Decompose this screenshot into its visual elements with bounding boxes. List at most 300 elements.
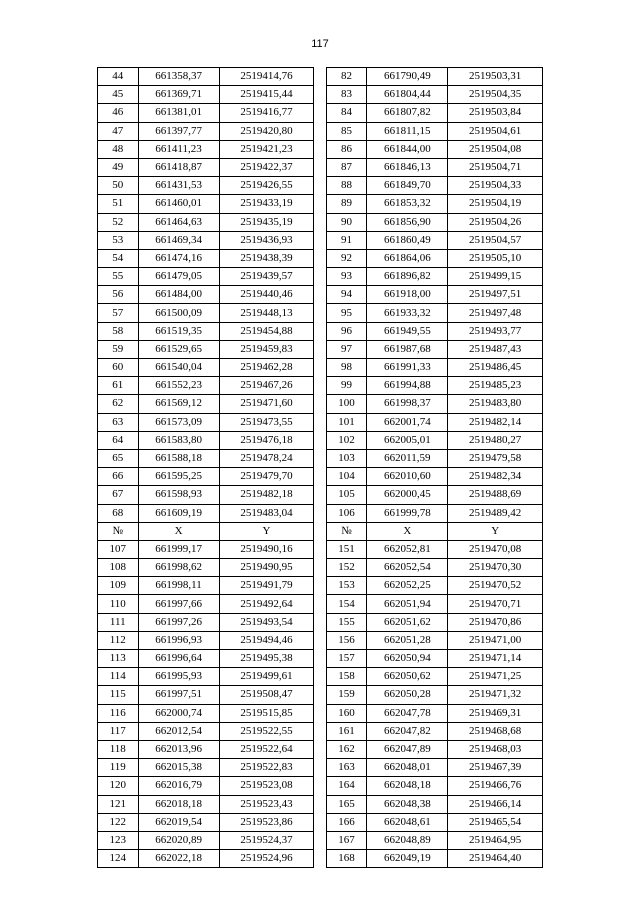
table-cell: 661998,62: [138, 559, 219, 577]
table-cell: 93: [326, 268, 367, 286]
table-cell: 2519476,18: [219, 431, 314, 449]
table-cell: 2519499,61: [219, 668, 314, 686]
column-gap: [314, 122, 326, 140]
table-cell: 661595,25: [138, 468, 219, 486]
table-cell: 2519523,08: [219, 777, 314, 795]
table-cell: 161: [326, 722, 367, 740]
table-cell: 2519479,70: [219, 468, 314, 486]
table-cell: 2519471,60: [219, 395, 314, 413]
table-cell: 661997,51: [138, 686, 219, 704]
table-cell: 83: [326, 86, 367, 104]
table-row: [98, 777, 543, 795]
table-cell: 116: [98, 704, 139, 722]
table-row: [98, 631, 543, 649]
table-cell: 661844,00: [367, 140, 448, 158]
table-cell: 2519522,64: [219, 740, 314, 758]
table-cell: 662010,60: [367, 468, 448, 486]
table-cell: 2519426,55: [219, 177, 314, 195]
table-cell: 661995,93: [138, 668, 219, 686]
table-cell: 56: [98, 286, 139, 304]
table-cell: 2519416,77: [219, 104, 314, 122]
column-gap: [314, 650, 326, 668]
table-cell: 104: [326, 468, 367, 486]
table-cell: 661790,49: [367, 68, 448, 86]
table-cell: 121: [98, 795, 139, 813]
table-cell: 2519505,10: [448, 249, 543, 267]
table-cell: 662047,78: [367, 704, 448, 722]
table-cell: 661996,64: [138, 650, 219, 668]
table-row: [98, 86, 543, 104]
table-cell: 2519494,46: [219, 631, 314, 649]
table-cell: 123: [98, 831, 139, 849]
table-row: [98, 831, 543, 849]
table-cell: 2519440,46: [219, 286, 314, 304]
table-row: [98, 522, 543, 540]
table-cell: Y: [219, 522, 314, 540]
table-row: [98, 686, 543, 704]
table-cell: 120: [98, 777, 139, 795]
table-cell: 2519433,19: [219, 195, 314, 213]
table-cell: 157: [326, 650, 367, 668]
column-gap: [314, 286, 326, 304]
table-cell: 44: [98, 68, 139, 86]
column-gap: [314, 377, 326, 395]
table-cell: 102: [326, 431, 367, 449]
column-gap: [314, 449, 326, 467]
table-cell: 103: [326, 449, 367, 467]
table-cell: 662052,25: [367, 577, 448, 595]
table-cell: 2519479,58: [448, 449, 543, 467]
table-cell: 99: [326, 377, 367, 395]
table-cell: 661918,00: [367, 286, 448, 304]
table-cell: 661853,32: [367, 195, 448, 213]
table-cell: 662050,28: [367, 686, 448, 704]
column-gap: [314, 468, 326, 486]
column-gap: [314, 668, 326, 686]
table-cell: 52: [98, 213, 139, 231]
table-cell: 101: [326, 413, 367, 431]
table-cell: 662016,79: [138, 777, 219, 795]
table-cell: 661583,80: [138, 431, 219, 449]
table-cell: 114: [98, 668, 139, 686]
column-gap: [314, 359, 326, 377]
table-cell: 91: [326, 231, 367, 249]
table-cell: 2519482,14: [448, 413, 543, 431]
column-gap: [314, 504, 326, 522]
table-cell: 45: [98, 86, 139, 104]
table-cell: 661856,90: [367, 213, 448, 231]
table-cell: 661999,78: [367, 504, 448, 522]
table-cell: 662005,01: [367, 431, 448, 449]
table-cell: 662047,82: [367, 722, 448, 740]
table-cell: 661998,11: [138, 577, 219, 595]
table-cell: 2519499,15: [448, 268, 543, 286]
table-cell: 86: [326, 140, 367, 158]
table-cell: 58: [98, 322, 139, 340]
table-row: [98, 268, 543, 286]
table-cell: 2519504,19: [448, 195, 543, 213]
table-row: [98, 359, 543, 377]
table-row: [98, 322, 543, 340]
table-row: [98, 722, 543, 740]
table-cell: 661994,88: [367, 377, 448, 395]
table-cell: 661998,37: [367, 395, 448, 413]
column-gap: [314, 540, 326, 558]
table-cell: 662050,62: [367, 668, 448, 686]
table-cell: 106: [326, 504, 367, 522]
table-cell: 662052,54: [367, 559, 448, 577]
table-cell: 662015,38: [138, 759, 219, 777]
table-cell: 2519421,23: [219, 140, 314, 158]
table-cell: 661460,01: [138, 195, 219, 213]
table-cell: 160: [326, 704, 367, 722]
table-cell: 60: [98, 359, 139, 377]
table-cell: 661358,37: [138, 68, 219, 86]
table-row: [98, 504, 543, 522]
table-cell: 661411,23: [138, 140, 219, 158]
table-cell: №: [326, 522, 367, 540]
table-cell: 155: [326, 613, 367, 631]
table-cell: 89: [326, 195, 367, 213]
table-cell: 661552,23: [138, 377, 219, 395]
table-cell: 55: [98, 268, 139, 286]
table-cell: 661987,68: [367, 340, 448, 358]
column-gap: [314, 322, 326, 340]
table-cell: 2519490,16: [219, 540, 314, 558]
table-cell: 109: [98, 577, 139, 595]
table-cell: 661484,00: [138, 286, 219, 304]
table-cell: X: [138, 522, 219, 540]
table-cell: 2519480,27: [448, 431, 543, 449]
table-cell: 2519523,43: [219, 795, 314, 813]
table-cell: 154: [326, 595, 367, 613]
table-row: [98, 413, 543, 431]
table-cell: 2519483,04: [219, 504, 314, 522]
table-cell: 2519523,86: [219, 813, 314, 831]
table-cell: 2519471,00: [448, 631, 543, 649]
table-cell: 2519470,08: [448, 540, 543, 558]
table-cell: 151: [326, 540, 367, 558]
table-cell: 2519492,64: [219, 595, 314, 613]
column-gap: [314, 559, 326, 577]
table-cell: 2519468,68: [448, 722, 543, 740]
table-cell: 2519422,37: [219, 158, 314, 176]
table-row: [98, 540, 543, 558]
table-cell: 2519439,57: [219, 268, 314, 286]
column-gap: [314, 795, 326, 813]
table-cell: 57: [98, 304, 139, 322]
table-cell: 2519504,61: [448, 122, 543, 140]
table-row: [98, 249, 543, 267]
table-cell: 662051,62: [367, 613, 448, 631]
table-cell: 2519522,83: [219, 759, 314, 777]
table-cell: 661529,65: [138, 340, 219, 358]
table-cell: 107: [98, 540, 139, 558]
table-cell: 65: [98, 449, 139, 467]
table-cell: 165: [326, 795, 367, 813]
table-cell: 662022,18: [138, 850, 219, 868]
table-cell: 661598,93: [138, 486, 219, 504]
table-cell: 2519459,83: [219, 340, 314, 358]
table-cell: 117: [98, 722, 139, 740]
table-cell: 2519508,47: [219, 686, 314, 704]
table-cell: 2519470,52: [448, 577, 543, 595]
table-cell: 2519495,38: [219, 650, 314, 668]
table-cell: 662020,89: [138, 831, 219, 849]
table-row: [98, 595, 543, 613]
table-cell: 661804,44: [367, 86, 448, 104]
table-cell: 84: [326, 104, 367, 122]
table-cell: 661991,33: [367, 359, 448, 377]
table-cell: 661846,13: [367, 158, 448, 176]
table-cell: 162: [326, 740, 367, 758]
table-cell: 661479,05: [138, 268, 219, 286]
column-gap: [314, 486, 326, 504]
table-cell: 661949,55: [367, 322, 448, 340]
column-gap: [314, 231, 326, 249]
table-row: [98, 377, 543, 395]
table-cell: 661519,35: [138, 322, 219, 340]
table-row: [98, 559, 543, 577]
table-cell: 662011,59: [367, 449, 448, 467]
table-cell: 2519490,95: [219, 559, 314, 577]
column-gap: [314, 249, 326, 267]
column-gap: [314, 704, 326, 722]
table-cell: 2519471,32: [448, 686, 543, 704]
table-row: [98, 104, 543, 122]
column-gap: [314, 831, 326, 849]
table-cell: 2519438,39: [219, 249, 314, 267]
table-cell: 2519483,80: [448, 395, 543, 413]
table-row: [98, 304, 543, 322]
table-row: [98, 449, 543, 467]
table-cell: 2519489,42: [448, 504, 543, 522]
table-cell: 2519469,31: [448, 704, 543, 722]
table-cell: 119: [98, 759, 139, 777]
table-row: [98, 213, 543, 231]
column-gap: [314, 140, 326, 158]
table-cell: 54: [98, 249, 139, 267]
table-cell: 67: [98, 486, 139, 504]
table-cell: 662048,01: [367, 759, 448, 777]
table-cell: 158: [326, 668, 367, 686]
table-row: [98, 795, 543, 813]
table-row: [98, 231, 543, 249]
table-cell: 2519488,69: [448, 486, 543, 504]
table-cell: 2519464,95: [448, 831, 543, 849]
table-cell: 2519466,76: [448, 777, 543, 795]
table-cell: 166: [326, 813, 367, 831]
table-cell: 662013,96: [138, 740, 219, 758]
table-cell: 661864,06: [367, 249, 448, 267]
table-cell: 111: [98, 613, 139, 631]
table-cell: 105: [326, 486, 367, 504]
table-cell: 92: [326, 249, 367, 267]
table-cell: 661997,66: [138, 595, 219, 613]
table-cell: 2519467,26: [219, 377, 314, 395]
table-cell: 168: [326, 850, 367, 868]
table-cell: 2519503,31: [448, 68, 543, 86]
column-gap: [314, 177, 326, 195]
table-cell: 2519504,71: [448, 158, 543, 176]
column-gap: [314, 759, 326, 777]
table-cell: 662018,18: [138, 795, 219, 813]
column-gap: [314, 850, 326, 868]
table-cell: 110: [98, 595, 139, 613]
table-cell: 662048,18: [367, 777, 448, 795]
table-cell: 2519470,71: [448, 595, 543, 613]
table-cell: 61: [98, 377, 139, 395]
table-cell: 82: [326, 68, 367, 86]
table-cell: 153: [326, 577, 367, 595]
table-cell: 85: [326, 122, 367, 140]
table-cell: 662048,89: [367, 831, 448, 849]
table-cell: 112: [98, 631, 139, 649]
table-cell: 2519504,26: [448, 213, 543, 231]
table-cell: 661999,17: [138, 540, 219, 558]
table-cell: 662048,61: [367, 813, 448, 831]
table-cell: 661588,18: [138, 449, 219, 467]
table-cell: 90: [326, 213, 367, 231]
table-cell: 2519471,14: [448, 650, 543, 668]
table-row: [98, 668, 543, 686]
table-cell: 124: [98, 850, 139, 868]
table-cell: 662047,89: [367, 740, 448, 758]
column-gap: [314, 86, 326, 104]
column-gap: [314, 413, 326, 431]
table-cell: 51: [98, 195, 139, 213]
table-cell: 66: [98, 468, 139, 486]
table-cell: 2519473,55: [219, 413, 314, 431]
table-cell: 662049,19: [367, 850, 448, 868]
column-gap: [314, 158, 326, 176]
table-cell: 115: [98, 686, 139, 704]
table-cell: 661997,26: [138, 613, 219, 631]
column-gap: [314, 631, 326, 649]
column-gap: [314, 813, 326, 831]
column-gap: [314, 777, 326, 795]
table-cell: 2519464,40: [448, 850, 543, 868]
table-cell: 2519504,33: [448, 177, 543, 195]
table-row: [98, 340, 543, 358]
table-cell: 2519504,57: [448, 231, 543, 249]
table-cell: 48: [98, 140, 139, 158]
table-cell: 50: [98, 177, 139, 195]
table-cell: 662052,81: [367, 540, 448, 558]
column-gap: [314, 195, 326, 213]
table-cell: 661849,70: [367, 177, 448, 195]
table-cell: 662012,54: [138, 722, 219, 740]
table-cell: 661381,01: [138, 104, 219, 122]
table-cell: 156: [326, 631, 367, 649]
table-cell: 62: [98, 395, 139, 413]
table-cell: 661369,71: [138, 86, 219, 104]
table-cell: 88: [326, 177, 367, 195]
table-cell: 661896,82: [367, 268, 448, 286]
table-cell: 2519448,13: [219, 304, 314, 322]
table-cell: 661569,12: [138, 395, 219, 413]
table-cell: 2519465,54: [448, 813, 543, 831]
table-row: [98, 704, 543, 722]
column-gap: [314, 304, 326, 322]
table-cell: 2519486,45: [448, 359, 543, 377]
table-cell: 661431,53: [138, 177, 219, 195]
column-gap: [314, 577, 326, 595]
table-cell: 2519493,77: [448, 322, 543, 340]
table-cell: 118: [98, 740, 139, 758]
table-cell: 96: [326, 322, 367, 340]
table-cell: 94: [326, 286, 367, 304]
table-row: [98, 740, 543, 758]
table-cell: 2519497,48: [448, 304, 543, 322]
table-cell: №: [98, 522, 139, 540]
column-gap: [314, 268, 326, 286]
column-gap: [314, 213, 326, 231]
table-row: [98, 577, 543, 595]
table-row: [98, 813, 543, 831]
table-cell: 2519471,25: [448, 668, 543, 686]
table-cell: 662000,74: [138, 704, 219, 722]
table-cell: 2519415,44: [219, 86, 314, 104]
table-cell: 2519478,24: [219, 449, 314, 467]
table-cell: 661933,32: [367, 304, 448, 322]
table-row: [98, 195, 543, 213]
table-cell: 59: [98, 340, 139, 358]
table-cell: 661573,09: [138, 413, 219, 431]
table-cell: 662050,94: [367, 650, 448, 668]
table-cell: 662000,45: [367, 486, 448, 504]
table-cell: 662019,54: [138, 813, 219, 831]
table-cell: 152: [326, 559, 367, 577]
table-row: [98, 286, 543, 304]
table-cell: 2519524,96: [219, 850, 314, 868]
column-gap: [314, 395, 326, 413]
table-cell: 2519522,55: [219, 722, 314, 740]
column-gap: [314, 595, 326, 613]
table-cell: 122: [98, 813, 139, 831]
column-gap: [314, 522, 326, 540]
table-cell: 108: [98, 559, 139, 577]
table-cell: 167: [326, 831, 367, 849]
table-cell: 2519482,34: [448, 468, 543, 486]
table-row: [98, 177, 543, 195]
table-cell: 661397,77: [138, 122, 219, 140]
table-row: [98, 613, 543, 631]
table-cell: 87: [326, 158, 367, 176]
table-row: [98, 759, 543, 777]
table-cell: 2519420,80: [219, 122, 314, 140]
table-cell: 113: [98, 650, 139, 668]
table-cell: 2519491,79: [219, 577, 314, 595]
table-cell: 2519462,28: [219, 359, 314, 377]
table-row: [98, 486, 543, 504]
table-cell: 661609,19: [138, 504, 219, 522]
table-cell: 164: [326, 777, 367, 795]
table-cell: 2519414,76: [219, 68, 314, 86]
table-cell: 662048,38: [367, 795, 448, 813]
table-row: [98, 68, 543, 86]
column-gap: [314, 686, 326, 704]
table-row: [98, 650, 543, 668]
table-cell: 661464,63: [138, 213, 219, 231]
table-cell: 661540,04: [138, 359, 219, 377]
table-row: [98, 122, 543, 140]
table-cell: 2519435,19: [219, 213, 314, 231]
table-cell: 661807,82: [367, 104, 448, 122]
table-cell: 53: [98, 231, 139, 249]
table-cell: 47: [98, 122, 139, 140]
table-row: [98, 158, 543, 176]
